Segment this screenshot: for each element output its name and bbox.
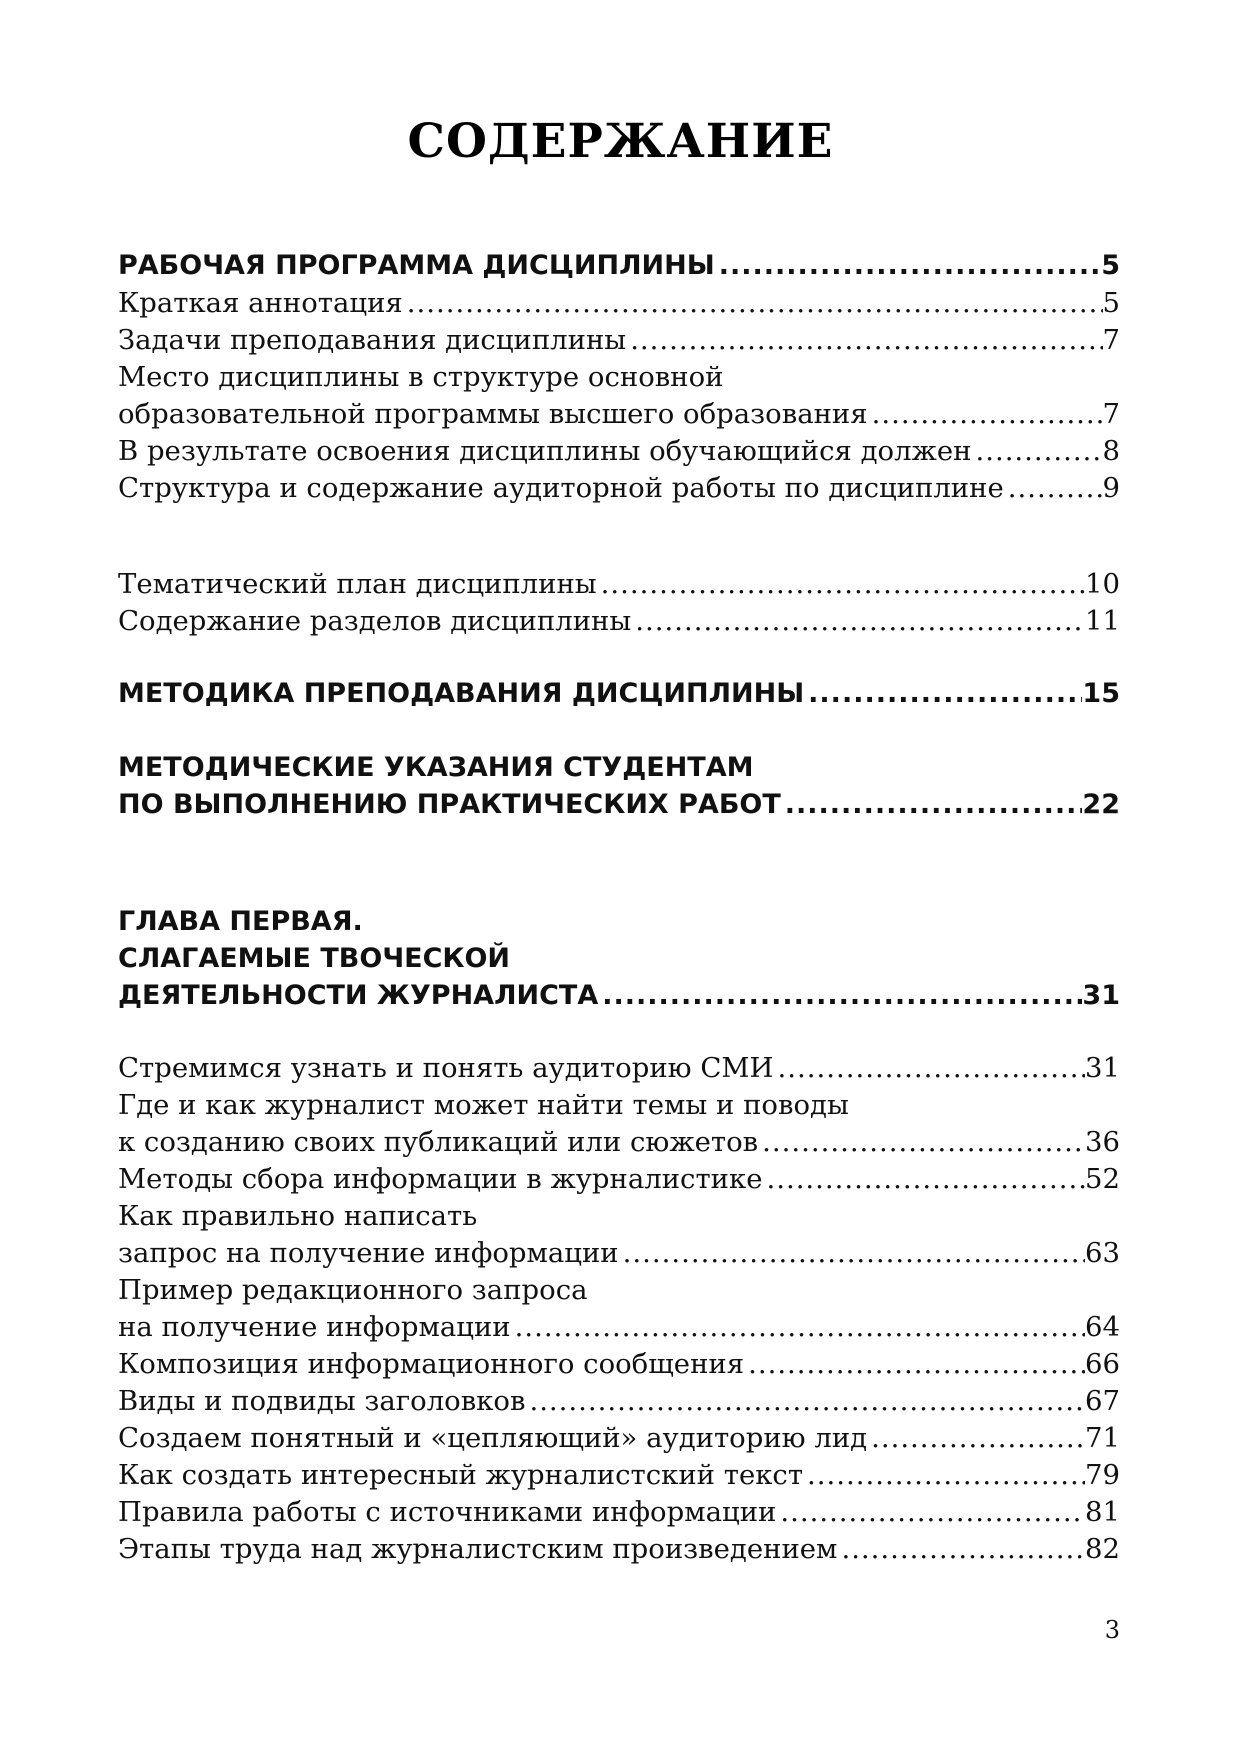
toc-entry[interactable]: Тематический план дисциплины ..... 10 [118, 568, 1120, 605]
toc-entry[interactable]: Создаем понятный и «цепляющий» аудиторию лид ..... 71 [118, 1422, 1120, 1459]
toc-entry-continued[interactable]: Как правильно написать [118, 1200, 478, 1232]
toc-block-chapter-one-sections [118, 1052, 1120, 1570]
toc-entry[interactable]: Задачи преподавания дисциплины ..... 7 [118, 324, 1120, 361]
toc-entry[interactable]: к созданию своих публикаций или сюжетов ..... 36 [118, 1126, 1120, 1163]
toc-entry[interactable]: на получение информации ..... 64 [118, 1311, 1120, 1348]
toc-entry[interactable]: ДЕЯТЕЛЬНОСТИ ЖУРНАЛИСТА ..... 31 [118, 980, 1120, 1017]
page-number: 3 [1104, 1616, 1120, 1644]
toc-entry[interactable]: Как создать интересный журналистский текст ..... 79 [118, 1459, 1120, 1496]
toc-entry-continued[interactable]: Место дисциплины в структуре основной [118, 361, 724, 393]
toc-entry[interactable]: Этапы труда над журналистским произведением ..... 82 [118, 1533, 1120, 1570]
toc-entry-continued[interactable]: ГЛАВА ПЕРВАЯ. [118, 906, 363, 937]
toc-entry[interactable]: Стремимся узнать и понять аудиторию СМИ ..... 31 [118, 1052, 1120, 1089]
toc-entry[interactable]: РАБОЧАЯ ПРОГРАММА ДИСЦИПЛИНЫ ..... 5 [118, 250, 1120, 287]
toc-entry-continued[interactable]: Где и как журналист может найти темы и поводы [118, 1089, 849, 1121]
toc-entry[interactable]: запрос на получение информации ..... 63 [118, 1237, 1120, 1274]
toc-entry-continued[interactable]: МЕТОДИЧЕСКИЕ УКАЗАНИЯ СТУДЕНТАМ [118, 752, 754, 783]
toc-entry[interactable]: В результате освоения дисциплины обучающийся должен ..... 8 [118, 435, 1120, 472]
toc-entry[interactable]: Правила работы с источниками информации ..... 81 [118, 1496, 1120, 1533]
toc-block-work-program [118, 250, 1120, 509]
toc-entry[interactable]: Структура и содержание аудиторной работы по дисциплине ..... 9 [118, 472, 1120, 509]
toc-block-guidelines [118, 752, 1120, 826]
toc-entry[interactable]: МЕТОДИКА ПРЕПОДАВАНИЯ ДИСЦИПЛИНЫ ..... 15 [118, 678, 1120, 715]
toc-entry[interactable]: Композиция информационного сообщения ..... 66 [118, 1348, 1120, 1385]
toc-block-chapter-one [118, 906, 1120, 1017]
toc-block-plan [118, 568, 1120, 642]
toc-entry[interactable]: образовательной программы высшего образования ..... 7 [118, 398, 1120, 435]
toc-entry[interactable]: Виды и подвиды заголовков ..... 67 [118, 1385, 1120, 1422]
page-title: СОДЕРЖАНИЕ [407, 114, 834, 169]
toc-entry[interactable]: ПО ВЫПОЛНЕНИЮ ПРАКТИЧЕСКИХ РАБОТ ..... 22 [118, 789, 1120, 826]
toc-entry-continued[interactable]: СЛАГАЕМЫЕ ТВОЧЕСКОЙ [118, 943, 511, 974]
toc-entry[interactable]: Краткая аннотация ..... 5 [118, 287, 1120, 324]
toc-entry[interactable]: Методы сбора информации в журналистике ..... 52 [118, 1163, 1120, 1200]
toc-entry-continued[interactable]: Пример редакционного запроса [118, 1274, 588, 1306]
toc-entry[interactable]: Содержание разделов дисциплины ..... 11 [118, 605, 1120, 642]
toc-block-methodology [118, 678, 1120, 715]
